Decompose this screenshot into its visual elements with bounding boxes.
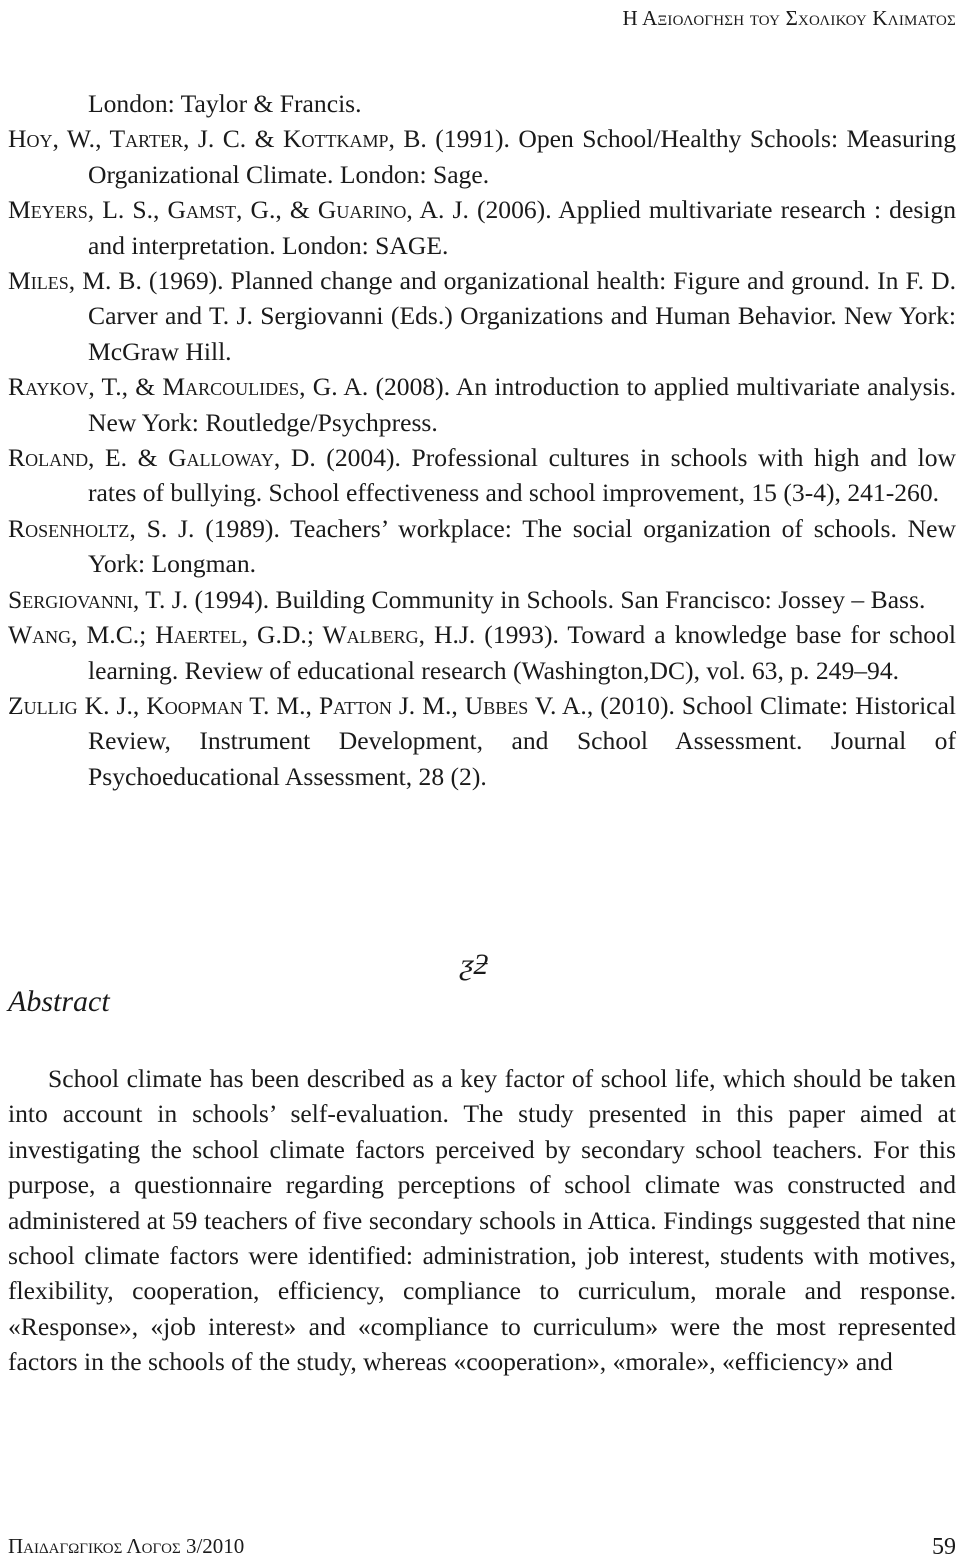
reference-authors: Hoy, W., Tarter, J. C. & Kottkamp, B. bbox=[8, 124, 427, 154]
section-ornament: ƺƻ bbox=[460, 948, 489, 981]
reference-text: (2006). Applied multivariate research : design and interpretation. London: SAGE. bbox=[88, 195, 956, 260]
reference-authors: Miles, M. B. bbox=[8, 266, 142, 296]
reference-authors: Zullig K. J., Koopman T. M., Patton J. M., Ubbes V. A., bbox=[8, 690, 594, 720]
reference-authors: Sergiovanni, T. J. bbox=[8, 584, 189, 614]
reference-text: (2010). School Climate: Historical Review, Instrument Development, and School Assessment. Journal of Psychoeducational Assessment, 28 (2). bbox=[88, 690, 957, 791]
running-head: Η Αξιολογηση του Σχολικου Κλιματος bbox=[622, 6, 956, 30]
reference-text: (1994). Building Community in Schools. San Francisco: Jossey – Bass. bbox=[188, 584, 926, 614]
footer-journal: Παιδαγωγικος Λογος 3/2010 bbox=[8, 1534, 245, 1558]
reference-text: (2004). Professional cultures in schools with high and low rates of bullying. School effectiveness and school improvement, 15 (3-4), 241-260. bbox=[88, 443, 956, 508]
reference-authors: Meyers, L. S., Gamst, G., & Guarino, A. J. bbox=[8, 195, 469, 225]
reference-authors: Rosenholtz, S. J. bbox=[8, 513, 195, 543]
reference-authors: Raykov, T., & Marcoulides, G. A. bbox=[8, 372, 369, 402]
reference-text: (1993). Toward a knowledge base for school learning. Review of educational research (Washington,DC), vol. 63, p. 249–94. bbox=[88, 620, 957, 685]
reference-item bbox=[8, 263, 956, 369]
reference-text: (1989). Teachers’ workplace: The social organization of schools. New York: Longman. bbox=[88, 513, 956, 579]
reference-text: (1969). Planned change and organizational health: Figure and ground. In F. D. Carver and T. J. Sergiovanni (Eds.) Organizations and Human Behavior. New York: McGraw Hill. bbox=[88, 266, 956, 366]
reference-item bbox=[8, 369, 956, 440]
reference-text: London: Taylor & Francis. bbox=[88, 89, 362, 118]
abstract-body: School climate has been described as a key factor of school life, which should be taken into account in schools’ self-evaluation. The study presented in this paper aimed at investigating the school climate factors perceived by secondary school teachers. For this purpose, a questionnaire regarding perceptions of school climate was constructed and administered at 59 teachers of five secondary schools in Attica. Findings suggested that nine school climate factors were identified: administration, job interest, students with motives, flexibility, cooperation, efficiency, compliance to curriculum, morale and response. «Response», «job interest» and «compliance to curriculum» were the most represented factors in the schools of the study, whereas «cooperation», «morale», «efficiency» and bbox=[8, 1064, 956, 1377]
reference-item bbox=[8, 617, 956, 688]
reference-item bbox=[8, 440, 956, 511]
reference-item bbox=[8, 86, 956, 121]
reference-authors: Wang, M.C.; Haertel, G.D.; Walberg, H.J. bbox=[8, 620, 476, 650]
reference-item bbox=[8, 192, 956, 263]
reference-item bbox=[8, 688, 956, 794]
reference-item bbox=[8, 511, 956, 582]
reference-item bbox=[8, 582, 956, 617]
reference-text: (2008). An introduction to applied multivariate analysis. New York: Routledge/Psychpress. bbox=[88, 372, 956, 437]
reference-authors: Roland, E. & Galloway, D. bbox=[8, 443, 316, 473]
reference-item bbox=[8, 121, 956, 192]
abstract-heading: Abstract bbox=[8, 985, 110, 1018]
reference-text: (1991). Open School/Healthy Schools: Measuring Organizational Climate. London: Sage. bbox=[88, 124, 956, 189]
page-number: 59 bbox=[932, 1534, 956, 1560]
reference-list bbox=[8, 86, 956, 794]
